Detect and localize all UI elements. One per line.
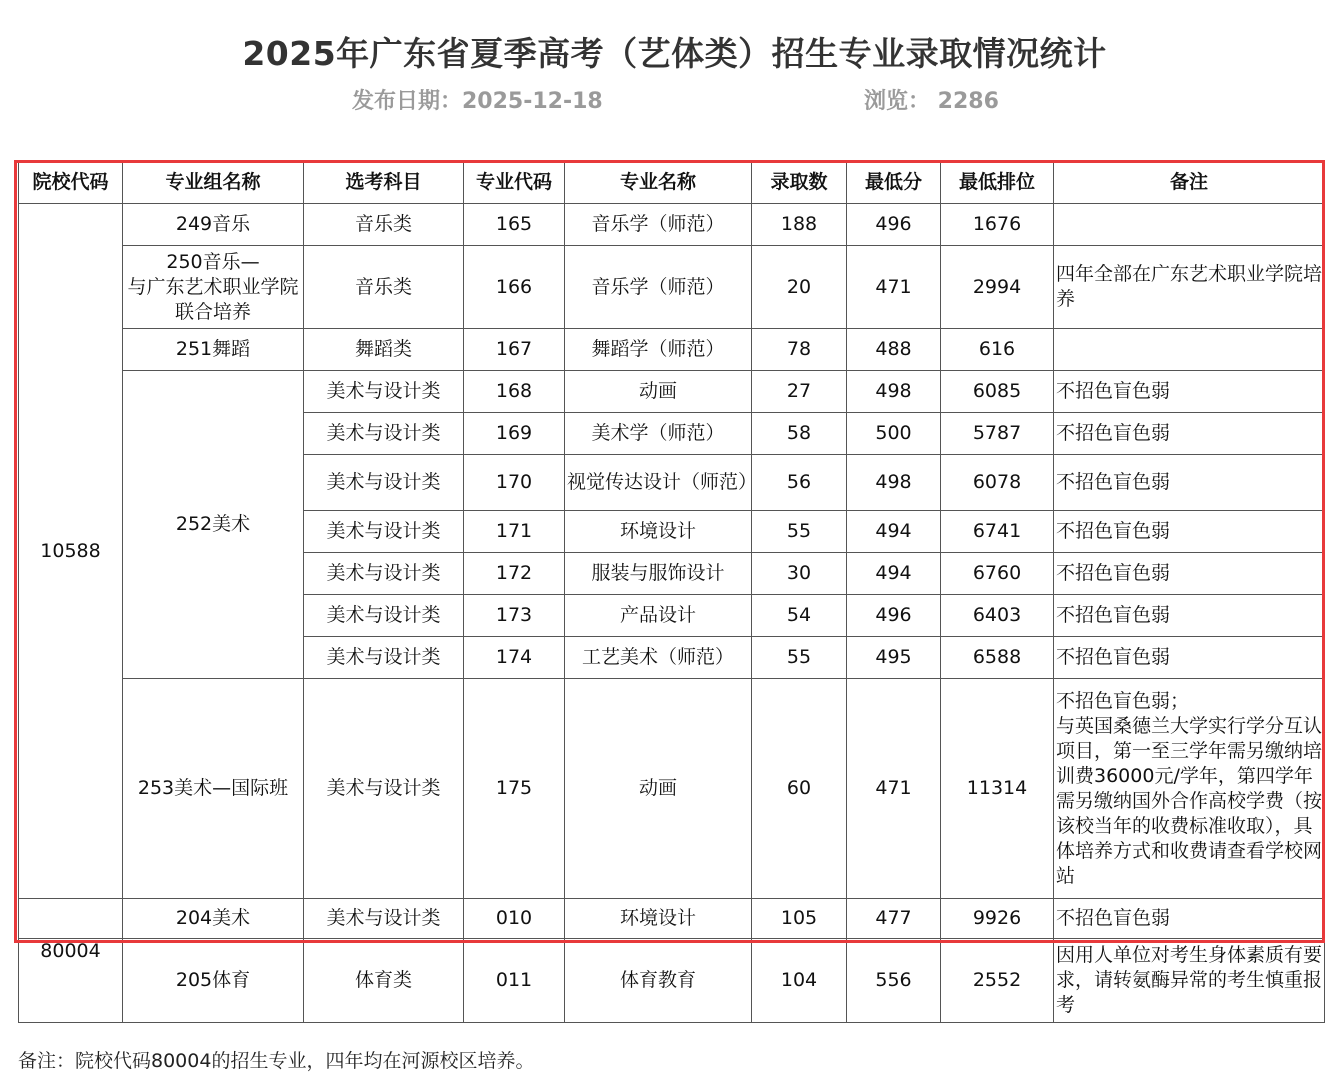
min-score-cell: 500 [847, 413, 941, 455]
group-cell: 249音乐 [123, 204, 304, 246]
major-code-cell: 166 [464, 246, 565, 329]
group-cell: 251舞蹈 [123, 329, 304, 371]
note-cell: 不招色盲色弱 [1054, 553, 1325, 595]
major-name-cell: 动画 [565, 371, 752, 413]
subject-cell: 舞蹈类 [304, 329, 464, 371]
table-row [19, 679, 1325, 899]
min-rank-cell: 9926 [941, 899, 1054, 939]
major-name-cell: 服装与服饰设计 [565, 553, 752, 595]
count-cell: 30 [752, 553, 847, 595]
major-code-cell: 172 [464, 553, 565, 595]
min-rank-cell: 6741 [941, 511, 1054, 553]
major-name-cell: 动画 [565, 679, 752, 899]
min-rank-cell: 5787 [941, 413, 1054, 455]
note-cell [1054, 329, 1325, 371]
col-header: 最低排位 [941, 162, 1054, 204]
subject-cell: 美术与设计类 [304, 899, 464, 939]
major-code-cell: 175 [464, 679, 565, 899]
note-cell: 不招色盲色弱 [1054, 511, 1325, 553]
min-rank-cell: 6085 [941, 371, 1054, 413]
note-cell: 不招色盲色弱 [1054, 637, 1325, 679]
count-cell: 60 [752, 679, 847, 899]
count-cell: 78 [752, 329, 847, 371]
group-cell: 204美术 [123, 899, 304, 939]
major-name-cell: 视觉传达设计（师范） [565, 455, 752, 511]
major-code-cell: 165 [464, 204, 565, 246]
major-name-cell: 环境设计 [565, 899, 752, 939]
col-header: 备注 [1054, 162, 1325, 204]
note-cell [1054, 204, 1325, 246]
major-code-cell: 168 [464, 371, 565, 413]
col-header: 专业代码 [464, 162, 565, 204]
count-cell: 55 [752, 511, 847, 553]
subject-cell: 美术与设计类 [304, 637, 464, 679]
count-cell: 27 [752, 371, 847, 413]
major-code-cell: 171 [464, 511, 565, 553]
note-cell: 不招色盲色弱 [1054, 413, 1325, 455]
min-rank-cell: 6078 [941, 455, 1054, 511]
count-cell: 55 [752, 637, 847, 679]
note-cell: 不招色盲色弱； 与英国桑德兰大学实行学分互认项目，第一至三学年需另缴纳培训费36000元/学年，第四学年需另缴纳国外合作高校学费（按该校当年的收费标准收取），具体培养方式和收费请查看学校网站 [1054, 679, 1325, 899]
min-score-cell: 494 [847, 511, 941, 553]
publish-date: 发布日期：2025-12-18 [352, 89, 603, 114]
table-row [19, 246, 1325, 329]
count-cell: 20 [752, 246, 847, 329]
note-cell: 不招色盲色弱 [1054, 899, 1325, 939]
min-rank-cell: 2552 [941, 939, 1054, 1023]
table-row [19, 939, 1325, 1023]
major-name-cell: 环境设计 [565, 511, 752, 553]
major-code-cell: 010 [464, 899, 565, 939]
table-row [19, 329, 1325, 371]
major-name-cell: 工艺美术（师范） [565, 637, 752, 679]
admission-table [18, 161, 1325, 1023]
note-cell: 因用人单位对考生身体素质有要求，请转氨酶异常的考生慎重报考 [1054, 939, 1325, 1023]
col-header: 专业组名称 [123, 162, 304, 204]
subject-cell: 美术与设计类 [304, 595, 464, 637]
school-code-cell: 80004 [19, 939, 123, 1023]
group-cell: 205体育 [123, 939, 304, 1023]
footnote: 备注：院校代码80004的招生专业，四年均在河源校区培养。 [18, 1050, 535, 1072]
min-rank-cell: 6403 [941, 595, 1054, 637]
major-code-cell: 174 [464, 637, 565, 679]
min-score-cell: 498 [847, 455, 941, 511]
major-code-cell: 011 [464, 939, 565, 1023]
group-cell: 250音乐— 与广东艺术职业学院 联合培养 [123, 246, 304, 329]
min-rank-cell: 6760 [941, 553, 1054, 595]
count-cell: 58 [752, 413, 847, 455]
note-cell: 不招色盲色弱 [1054, 455, 1325, 511]
count-cell: 104 [752, 939, 847, 1023]
min-rank-cell: 616 [941, 329, 1054, 371]
table-header-row [19, 162, 1325, 204]
subject-cell: 美术与设计类 [304, 455, 464, 511]
subject-cell: 体育类 [304, 939, 464, 1023]
min-score-cell: 488 [847, 329, 941, 371]
min-score-cell: 471 [847, 246, 941, 329]
count-cell: 56 [752, 455, 847, 511]
subject-cell: 美术与设计类 [304, 553, 464, 595]
major-code-cell: 169 [464, 413, 565, 455]
col-header: 选考科目 [304, 162, 464, 204]
min-rank-cell: 6588 [941, 637, 1054, 679]
subject-cell: 美术与设计类 [304, 413, 464, 455]
min-score-cell: 495 [847, 637, 941, 679]
min-score-cell: 556 [847, 939, 941, 1023]
col-header: 录取数 [752, 162, 847, 204]
min-score-cell: 498 [847, 371, 941, 413]
count-cell: 105 [752, 899, 847, 939]
min-score-cell: 477 [847, 899, 941, 939]
table-row [19, 371, 1325, 413]
view-count: 浏览： 2286 [864, 89, 999, 114]
school-code-cell [19, 899, 123, 939]
min-rank-cell: 1676 [941, 204, 1054, 246]
min-score-cell: 494 [847, 553, 941, 595]
note-cell: 四年全部在广东艺术职业学院培养 [1054, 246, 1325, 329]
subject-cell: 音乐类 [304, 246, 464, 329]
count-cell: 188 [752, 204, 847, 246]
note-cell: 不招色盲色弱 [1054, 371, 1325, 413]
table-row [19, 204, 1325, 246]
major-code-cell: 167 [464, 329, 565, 371]
major-name-cell: 美术学（师范） [565, 413, 752, 455]
col-header: 最低分 [847, 162, 941, 204]
major-name-cell: 舞蹈学（师范） [565, 329, 752, 371]
min-score-cell: 496 [847, 595, 941, 637]
min-rank-cell: 2994 [941, 246, 1054, 329]
major-name-cell: 体育教育 [565, 939, 752, 1023]
subject-cell: 美术与设计类 [304, 511, 464, 553]
col-header: 院校代码 [19, 162, 123, 204]
table-row [19, 899, 1325, 939]
col-header: 专业名称 [565, 162, 752, 204]
subject-cell: 音乐类 [304, 204, 464, 246]
page-title: 2025年广东省夏季高考（艺体类）招生专业录取情况统计 [242, 34, 1107, 73]
school-code-cell: 10588 [19, 204, 123, 899]
min-rank-cell: 11314 [941, 679, 1054, 899]
subject-cell: 美术与设计类 [304, 679, 464, 899]
major-code-cell: 170 [464, 455, 565, 511]
major-name-cell: 音乐学（师范） [565, 204, 752, 246]
group-cell: 252美术 [123, 371, 304, 679]
major-code-cell: 173 [464, 595, 565, 637]
group-cell: 253美术—国际班 [123, 679, 304, 899]
subject-cell: 美术与设计类 [304, 371, 464, 413]
min-score-cell: 471 [847, 679, 941, 899]
note-cell: 不招色盲色弱 [1054, 595, 1325, 637]
major-name-cell: 产品设计 [565, 595, 752, 637]
min-score-cell: 496 [847, 204, 941, 246]
major-name-cell: 音乐学（师范） [565, 246, 752, 329]
count-cell: 54 [752, 595, 847, 637]
